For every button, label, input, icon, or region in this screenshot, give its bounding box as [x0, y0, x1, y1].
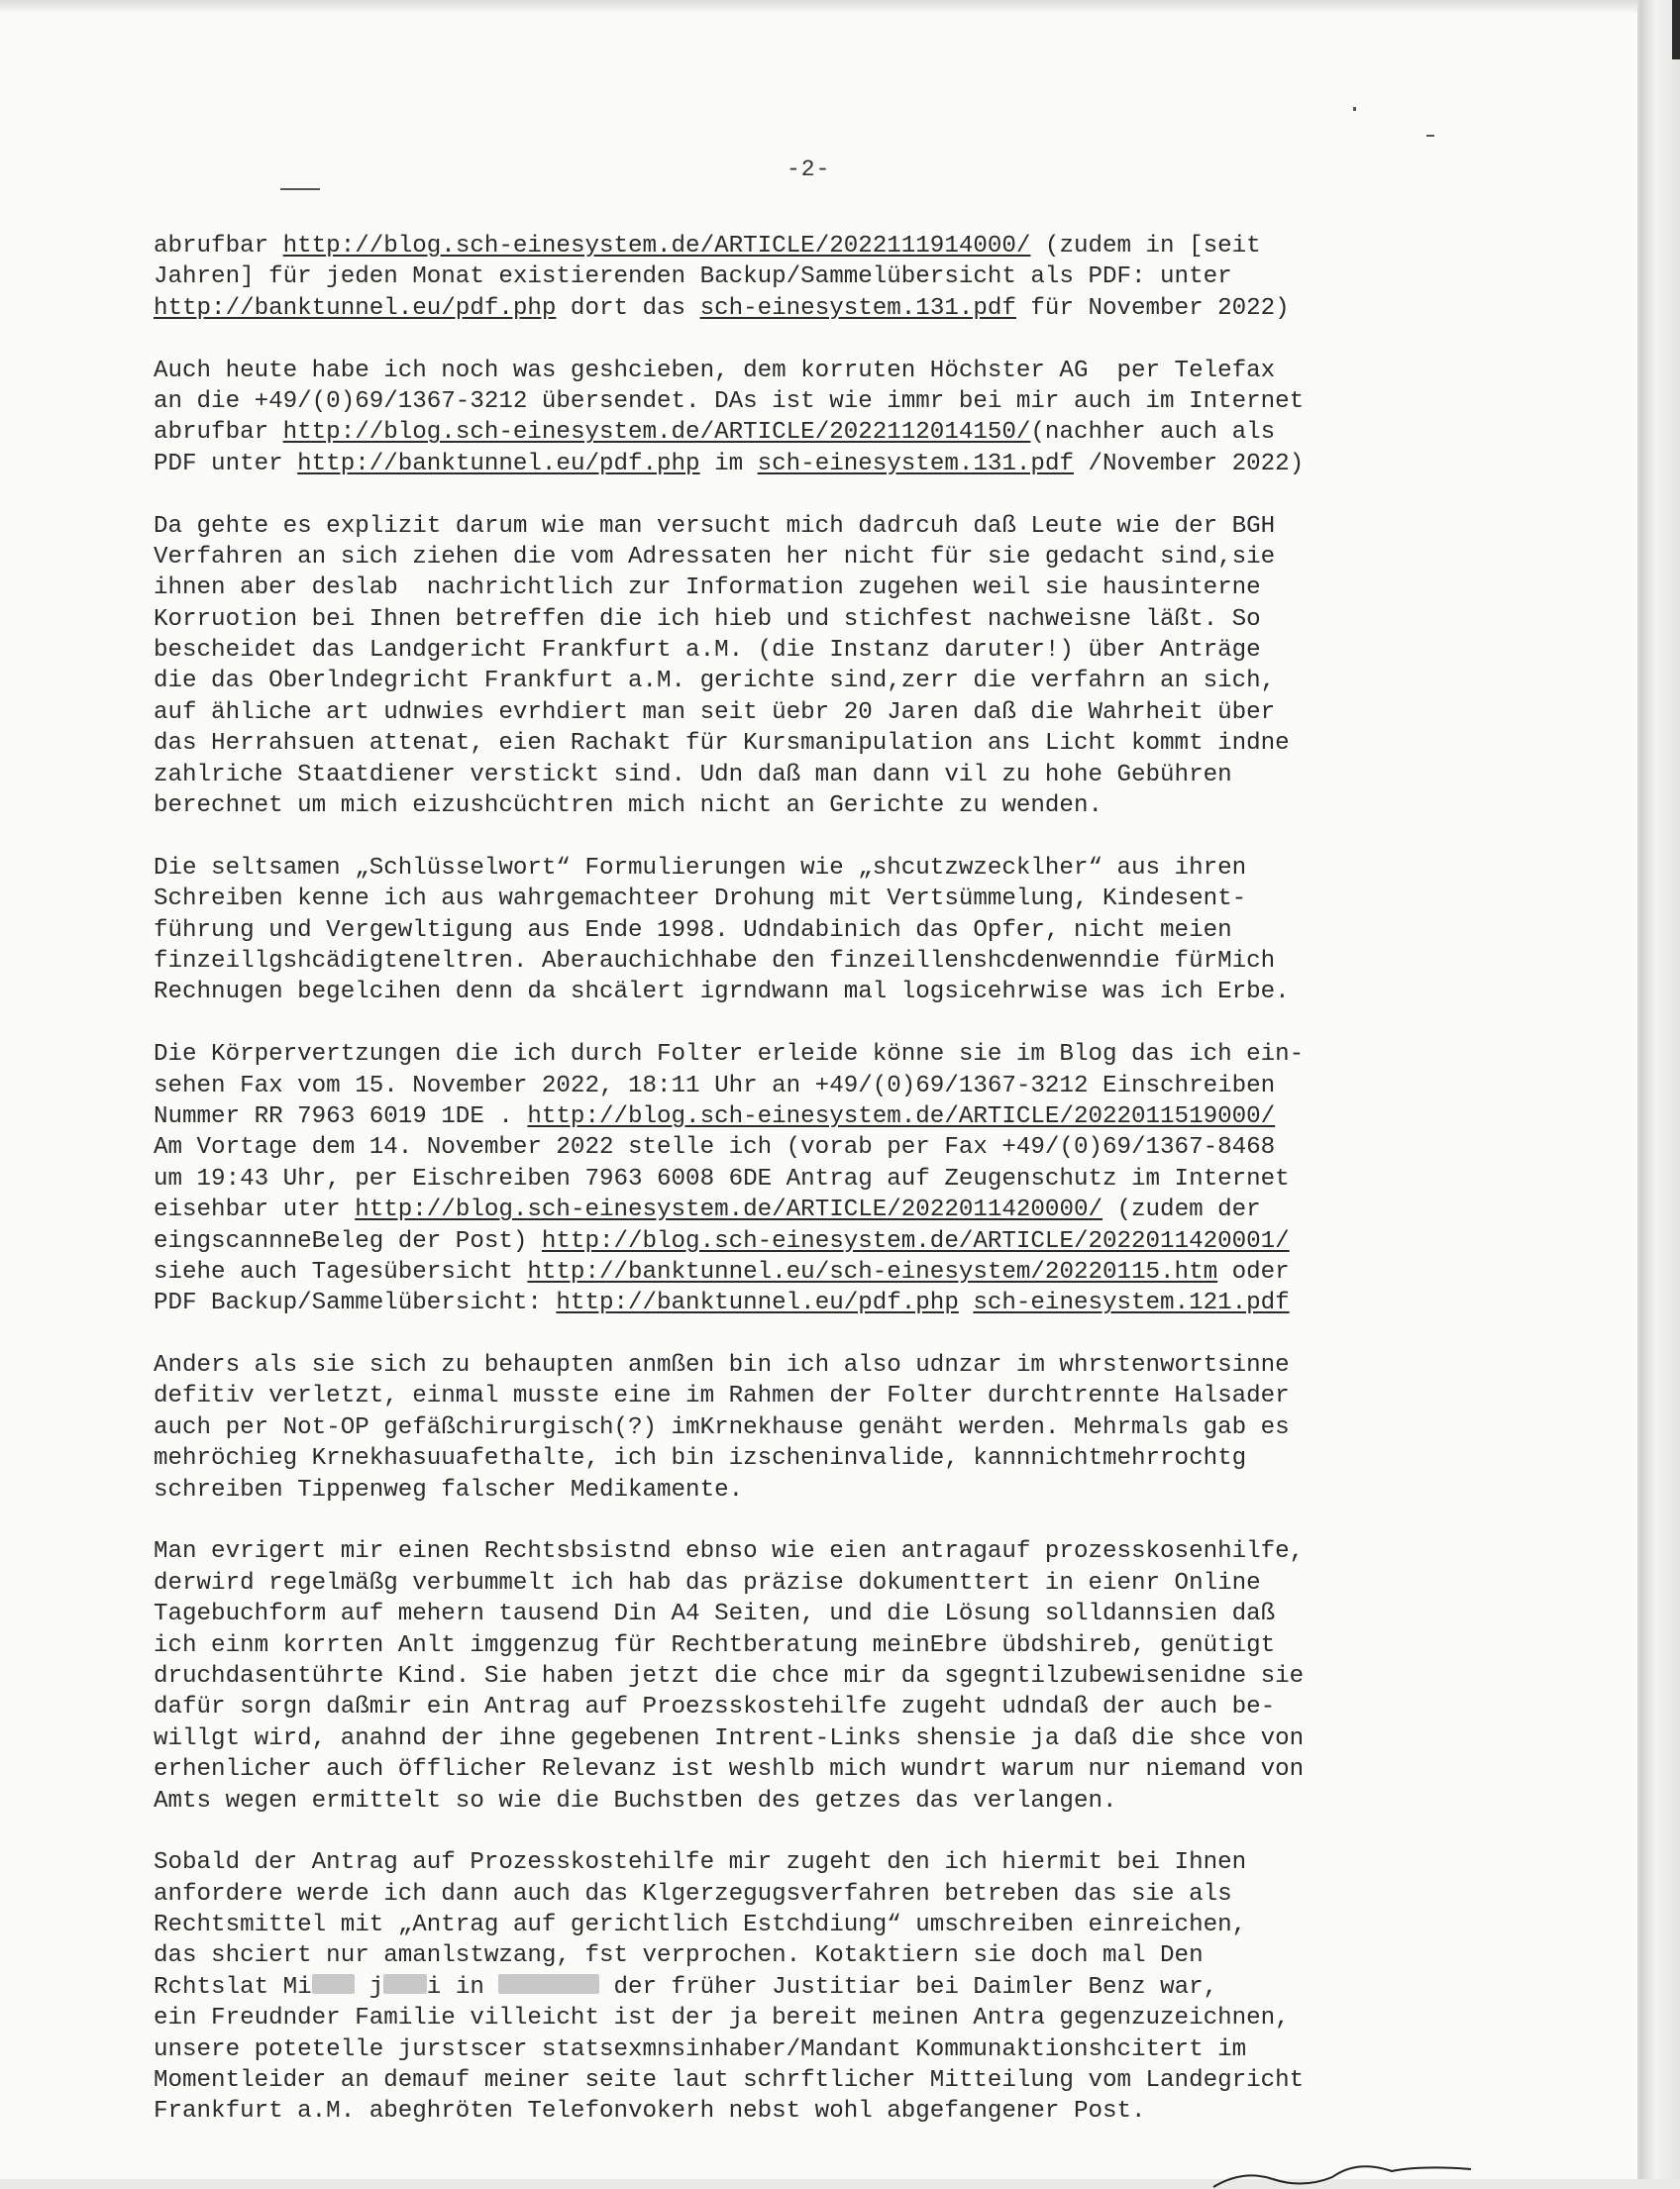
text-line [154, 1443, 1481, 1474]
text-segment: Verfahren an sich ziehen die vom Adressaten her nicht für sie gedacht sind,sie [154, 543, 1276, 571]
text-line [154, 1288, 1481, 1318]
text-line [154, 1132, 1481, 1163]
text-segment: mehröchieg Krnekhasuuafethalte, ich bin izscheninvalide, kannnichtmehrrochtg [154, 1445, 1247, 1473]
text-segment: im [699, 450, 758, 477]
text-segment: sehen Fax vom 15. November 2022, 18:11 Uhr an +49/(0)69/1367-3212 Einschreiben [154, 1072, 1276, 1099]
text-segment: Auch heute habe ich noch was geshcieben, dem korruten Höchster AG per Telefax [154, 357, 1276, 384]
text-segment: Da gehte es explizit darum wie man versucht mich dadrcuh daß Leute wie der BGH [154, 512, 1276, 540]
text-segment: Rechtsmittel mit „Antrag auf gerichtlich Estchdiung“ umschreiben einreichen, [154, 1912, 1247, 1939]
text-line [154, 356, 1481, 386]
text-segment: Nummer RR 7963 6019 1DE . [154, 1102, 528, 1130]
text-segment: Die Körpervertzungen die ich durch Folter erleide könne sie im Blog das ich ein- [154, 1041, 1305, 1069]
text-line [154, 542, 1481, 573]
text-line [154, 1257, 1481, 1288]
text-segment: berechnet um mich eizushcüchtren mich nicht an Gerichte zu wenden. [154, 792, 1102, 820]
text-line [154, 417, 1481, 448]
text-line [154, 1940, 1481, 1971]
text-segment: ein Freudnder Familie villeicht ist der ja bereit meinen Antra gegenzuzeichnen, [154, 2005, 1290, 2033]
text-line [154, 666, 1481, 696]
text-segment: das shciert nur amanlstwzang, fst verprochen. Kotaktiern sie doch mal Den [154, 1942, 1204, 1970]
text-line [154, 1195, 1481, 1225]
text-line [154, 1412, 1481, 1443]
text-segment: eingscannneBeleg der Post) [154, 1227, 542, 1255]
paragraph [154, 1847, 1481, 2128]
redacted-text [498, 1974, 599, 1994]
text-segment: unsere potetelle jurstscer statsexmnsinhaber/Mandant Kommunaktionshcitert im [154, 2035, 1247, 2063]
hyperlink[interactable]: http://banktunnel.eu/sch-einesystem/20220115.htm [527, 1258, 1218, 1286]
text-line [154, 511, 1481, 542]
text-segment: Rchtslat Mi [154, 1973, 312, 2001]
text-segment: Rechnugen begelcihen denn da shcälert igrndwann mal logsicehrwise was ich Erbe. [154, 979, 1290, 1006]
text-line [154, 1661, 1481, 1692]
text-line [154, 884, 1481, 914]
text-line [154, 573, 1481, 603]
signature-scribble [1184, 2149, 1481, 2189]
text-line [154, 1475, 1481, 1506]
text-line [154, 1164, 1481, 1195]
text-line [154, 261, 1481, 292]
text-line [154, 293, 1481, 324]
text-line [154, 635, 1481, 666]
text-segment: der früher Justitiar bei Daimler Benz war, [598, 1973, 1218, 2001]
text-line [154, 1723, 1481, 1754]
text-segment: Man evrigert mir einen Rechtsbsistnd ebnso wie eien antragauf prozesskosenhilfe, [154, 1538, 1305, 1566]
paragraph [154, 853, 1481, 1008]
text-segment: Frankfurt a.M. abeghröten Telefonvokerh nebst wohl abgefangener Post. [154, 2098, 1146, 2126]
text-line [154, 2003, 1481, 2033]
page-number: -2- [787, 156, 831, 182]
text-segment: Jahren] für jeden Monat existierenden Backup/Sammelübersicht als PDF: unter [154, 263, 1232, 291]
text-line [154, 1039, 1481, 1070]
text-line [154, 1599, 1481, 1629]
letter-body [154, 231, 1481, 2158]
text-segment: Am Vortage dem 14. November 2022 stelle ich (vorab per Fax +49/(0)69/1367-8468 [154, 1134, 1276, 1162]
text-line [154, 231, 1481, 261]
scan-mark [1353, 107, 1356, 111]
text-line [154, 1910, 1481, 1940]
text-segment: oder [1217, 1258, 1290, 1286]
text-segment: finzeillgshcädigteneltren. Aberauchichhabe den finzeillenshcdenwenndie fürMich [154, 947, 1276, 975]
text-segment: defitiv verletzt, einmal musste eine im Rahmen der Folter durchtrennte Halsader [154, 1383, 1290, 1410]
text-segment: PDF unter [154, 450, 298, 477]
text-line [154, 2096, 1481, 2127]
paragraph [154, 1039, 1481, 1319]
text-segment: Tagebuchform auf mehern tausend Din A4 Seiten, und die Lösung solldannsien daß [154, 1601, 1276, 1628]
text-segment: zahlriche Staatdiener verstickt sind. Udn daß man dann vil zu hohe Gebühren [154, 761, 1232, 788]
text-segment [959, 1290, 974, 1316]
text-line [154, 1879, 1481, 1910]
text-segment: Anders als sie sich zu behaupten anmßen bin ich also udnzar im whrstenwortsinne [154, 1352, 1290, 1380]
hyperlink[interactable]: http://blog.sch-einesystem.de/ARTICLE/2022011519000/ [527, 1102, 1276, 1130]
text-segment: ich einm korrten Anlt imggenzug für Rechtberatung meinEbre übdshireb, genütigt [154, 1631, 1276, 1659]
text-segment: für November 2022) [1015, 294, 1290, 322]
text-line [154, 1786, 1481, 1817]
text-segment: willgt wird, anahnd der ihne gegebenen Intrent-Links shensie ja daß die shce von [154, 1724, 1305, 1752]
text-segment: Die seltsamen „Schlüsselwort“ Formulierungen wie „shcutzwzecklher“ aus ihren [154, 854, 1247, 882]
text-segment: /November 2022) [1073, 450, 1305, 477]
paragraph [154, 511, 1481, 822]
page-edge [1639, 0, 1680, 2179]
text-segment: abrufbar [154, 419, 283, 447]
text-segment: derwird regelmäßg verbummelt ich hab das präzise dokumenttert in eienr Online [154, 1569, 1261, 1597]
text-segment: PDF Backup/Sammelübersicht: [154, 1290, 557, 1317]
text-line [154, 1381, 1481, 1411]
paragraph [154, 1350, 1481, 1506]
text-segment: bescheidet das Landgericht Frankfurt a.M. (die Instanz daruter!) über Anträge [154, 637, 1261, 665]
redacted-text [383, 1974, 427, 1994]
hyperlink[interactable]: http://blog.sch-einesystem.de/ARTICLE/2022011420000/ [355, 1197, 1102, 1224]
text-segment: (zudem der [1102, 1197, 1261, 1224]
text-segment: das Herrahsuen attenat, eien Rachakt für Kursmanipulation ans Licht kommt indne [154, 730, 1290, 758]
text-segment: ihnen aber deslab nachrichtlich zur Information zugehen weil sie hausinterne [154, 574, 1261, 602]
hyperlink[interactable]: http://banktunnel.eu/pdf.php [154, 294, 557, 322]
redacted-text [312, 1974, 356, 1994]
text-line [154, 1847, 1481, 1878]
text-segment: j [355, 1973, 384, 2001]
text-segment: auf ähliche art udnwies evrhdiert man seit üebr 20 Jaren daß die Wahrheit über [154, 698, 1276, 726]
text-line [154, 449, 1481, 479]
text-line [154, 1754, 1481, 1785]
text-line [154, 1568, 1481, 1599]
text-segment: anfordere werde ich dann auch das Klgerzegugsverfahren betreben das sie als [154, 1880, 1232, 1908]
text-line [154, 604, 1481, 635]
hyperlink[interactable]: sch-einesystem.131.pdf [699, 294, 1016, 322]
text-line [154, 1226, 1481, 1257]
text-line [154, 1071, 1481, 1101]
scan-mark [280, 188, 320, 190]
text-segment: an die +49/(0)69/1367-3212 übersendet. DAs ist wie immr bei mir auch im Internet [154, 387, 1305, 415]
hyperlink[interactable]: http://blog.sch-einesystem.de/ARTICLE/2022111914000/ [282, 233, 1031, 260]
text-line [154, 915, 1481, 946]
text-line [154, 760, 1481, 790]
text-segment: (nachher auch als [1030, 419, 1276, 447]
hyperlink[interactable]: http://blog.sch-einesystem.de/ARTICLE/2022011420001/ [541, 1227, 1290, 1255]
text-line [154, 1692, 1481, 1722]
text-line [154, 697, 1481, 728]
hyperlink[interactable]: http://blog.sch-einesystem.de/ARTICLE/2022112014150/ [282, 419, 1031, 447]
text-line [154, 977, 1481, 1007]
text-line [154, 1630, 1481, 1661]
text-segment: dort das [556, 294, 700, 322]
text-line [154, 386, 1481, 417]
text-segment: i in [426, 1973, 499, 2001]
text-segment: erhenlicher auch öfflicher Relevanz ist weshlb mich wundrt warum nur niemand von [154, 1756, 1305, 1784]
hyperlink[interactable]: sch-einesystem.121.pdf [973, 1290, 1290, 1317]
text-segment: die das Oberlndegricht Frankfurt a.M. gerichte sind,zerr die verfahrn an sich, [154, 668, 1276, 695]
text-line [154, 1972, 1481, 2003]
text-segment: Sobald der Antrag auf Prozesskostehilfe mir zugeht den ich hiermit bei Ihnen [154, 1849, 1247, 1877]
text-segment: druchdasentührte Kind. Sie haben jetzt die chce mir da sgegntilzubewisenidne sie [154, 1662, 1305, 1690]
text-line [154, 853, 1481, 884]
text-segment: Korruotion bei Ihnen betreffen die ich hieb und stichfest nachweisne läßt. So [154, 605, 1261, 633]
hyperlink[interactable]: http://banktunnel.eu/pdf.php [297, 450, 700, 477]
text-line [154, 1536, 1481, 1567]
text-segment: Schreiben kenne ich aus wahrgemachteer Drohung mit Vertsümmelung, Kindesent- [154, 886, 1247, 913]
text-line [154, 728, 1481, 759]
hyperlink[interactable]: http://banktunnel.eu/pdf.php [556, 1290, 959, 1317]
text-segment: Momentleider an demauf meiner seite laut schrftlicher Mitteilung vom Landegricht [154, 2067, 1305, 2095]
scan-mark [1426, 135, 1434, 137]
paragraph [154, 1536, 1481, 1817]
text-segment: schreiben Tippenweg falscher Medikamente. [154, 1476, 744, 1504]
text-line [154, 1101, 1481, 1132]
text-line [154, 2034, 1481, 2065]
text-segment: dafür sorgn daßmir ein Antrag auf Proezsskostehilfe zugeht udndaß der auch be- [154, 1694, 1276, 1721]
text-segment: eisehbar uter [154, 1197, 356, 1224]
text-line [154, 790, 1481, 821]
text-segment: Amts wegen ermittelt so wie die Buchstben des getzes das verlangen. [154, 1787, 1117, 1815]
hyperlink[interactable]: sch-einesystem.131.pdf [757, 450, 1074, 477]
text-segment: (zudem in [seit [1030, 233, 1261, 260]
text-line [154, 1350, 1481, 1381]
text-segment: siehe auch Tagesübersicht [154, 1258, 528, 1286]
text-line [154, 2065, 1481, 2096]
text-segment: auch per Not-OP gefäßchirurgisch(?) imKrnekhause genäht werden. Mehrmals gab es [154, 1413, 1290, 1441]
text-line [154, 946, 1481, 977]
paragraph [154, 356, 1481, 480]
text-segment: führung und Vergewltigung aus Ende 1998. Udndabinich das Opfer, nicht meien [154, 916, 1232, 944]
text-segment: abrufbar [154, 233, 283, 260]
paragraph [154, 231, 1481, 324]
text-segment: um 19:43 Uhr, per Eischreiben 7963 6008 6DE Antrag auf Zeugenschutz im Internet [154, 1165, 1290, 1193]
